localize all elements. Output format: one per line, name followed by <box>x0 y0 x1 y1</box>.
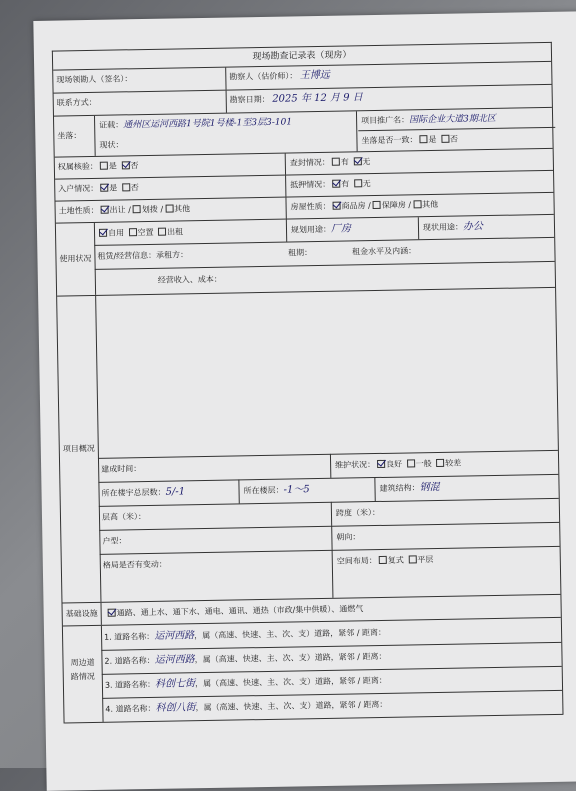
change-label: 格局是否有变动： <box>102 559 167 570</box>
lease-label: 租赁/经营信息： <box>97 250 157 261</box>
total-floors-value: 5/-1 <box>165 486 186 498</box>
seal-label: 查封情况： <box>289 157 330 168</box>
seal-yes-text: 有 <box>340 157 349 167</box>
road-4-tail: ，属（高速、快速、主、次、支）道路，紧邻 / 距离： <box>195 699 388 713</box>
plan-use-cell <box>288 217 419 241</box>
layout-label: 空间布局： <box>336 556 377 566</box>
infra-items: 通路、通上水、通下水、通电、通讯、通热（市政/集中供暖）、通燃气 <box>116 604 364 618</box>
road-2-prefix: 2. 道路名称： <box>104 655 155 666</box>
leader-label: 现场领勘人（签名）： <box>56 74 133 85</box>
consistent-no-text: 否 <box>449 134 459 144</box>
maint-poor-text: 较差 <box>445 458 462 468</box>
rights-cell <box>55 154 258 179</box>
project-name-value: 国际企业大道3期北区 <box>409 113 496 126</box>
plan-use-value: 厂房 <box>330 223 352 235</box>
cur-use-label: 现状用途： <box>422 222 464 233</box>
span-label: 跨度（米）： <box>335 507 381 518</box>
road-3-tail: ，属（高速、快速、主、次、支）道路，紧邻 / 距离： <box>195 675 387 689</box>
orient-label: 朝向： <box>336 532 361 542</box>
house-label: 房屋性质： <box>290 201 331 212</box>
road-3-name: 科创七街 <box>155 678 196 690</box>
consistent-label: 坐落是否一致： <box>361 135 418 146</box>
entry-no-checkbox[interactable] <box>122 183 130 191</box>
self-use-text: 自用 <box>107 228 125 238</box>
consistent-no-checkbox[interactable] <box>441 135 449 143</box>
house-commercial-text: 商品房 <box>341 201 366 211</box>
house-other-text: 其他 <box>422 199 439 210</box>
floor-cell <box>240 477 375 503</box>
road-4-prefix: 4. 道路名称： <box>105 703 156 714</box>
structure-value: 钢混 <box>419 481 440 494</box>
paper-sheet <box>33 11 576 791</box>
occupancy-cell <box>94 220 275 245</box>
survey-form <box>52 42 564 724</box>
unit-label: 户型： <box>102 536 127 546</box>
infra-checkbox[interactable] <box>108 609 116 617</box>
duplex-text: 复式 <box>387 555 404 565</box>
house-affordable-checkbox[interactable] <box>373 201 381 209</box>
house-other-checkbox[interactable] <box>413 200 421 208</box>
total-floors-cell <box>98 479 239 505</box>
house-commercial-checkbox[interactable] <box>333 202 341 210</box>
seal-no-text: 无 <box>362 157 371 167</box>
mortgage-label: 抵押情况： <box>290 179 331 190</box>
entry-yes-checkbox[interactable] <box>100 184 108 192</box>
floor-value: -1～5 <box>283 484 310 496</box>
maint-good-checkbox[interactable] <box>377 460 385 468</box>
structure-label: 建筑结构： <box>379 483 420 493</box>
road-2-name: 运河西路 <box>154 654 195 666</box>
plan-use-label: 规划用途： <box>290 224 332 235</box>
cur-use-cell <box>420 215 557 239</box>
location-label: 坐落： <box>57 131 82 141</box>
date-label: 勘察日期： <box>229 94 270 105</box>
vacant-checkbox[interactable] <box>129 228 137 236</box>
road-section-label: 周边道路情况 <box>70 657 95 682</box>
land-alloc-checkbox[interactable] <box>133 205 141 213</box>
land-grant-text: 出让 <box>109 205 126 215</box>
height-label: 层高（米）： <box>101 512 147 522</box>
land-other-checkbox[interactable] <box>165 205 173 213</box>
road-1-name: 运河西路 <box>154 630 195 642</box>
total-floors-label: 所在楼宇总层数： <box>101 487 166 498</box>
cur-use-value: 办公 <box>462 221 484 233</box>
road-1-tail: ，属（高速、快速、主、次、支）道路，紧邻 / 距离： <box>194 627 387 641</box>
consistent-yes-checkbox[interactable] <box>419 135 427 143</box>
consistent-cell <box>358 128 555 151</box>
overview-label: 项目概况 <box>62 443 95 454</box>
entry-cell <box>55 176 258 201</box>
flat-text: 平层 <box>417 555 434 565</box>
maint-poor-checkbox[interactable] <box>436 459 444 467</box>
overview-notes-area[interactable] <box>95 288 558 459</box>
self-use-checkbox[interactable] <box>99 229 107 237</box>
surveyor-value: 王博远 <box>299 69 330 82</box>
overview-row-layout <box>100 546 561 602</box>
entry-no-text: 否 <box>130 183 139 193</box>
status-label: 现状： <box>99 140 124 150</box>
entry-label: 入户情况： <box>58 183 99 194</box>
road-3-prefix: 3. 道路名称： <box>104 679 156 690</box>
land-label: 土地性质： <box>58 205 99 216</box>
rights-yes-checkbox[interactable] <box>100 162 108 170</box>
seal-no-checkbox[interactable] <box>353 157 361 165</box>
usage-label: 使用状况 <box>59 253 92 264</box>
rights-yes-text: 是 <box>108 161 117 171</box>
maint-good-text: 良好 <box>386 459 403 469</box>
usage-block <box>56 215 555 297</box>
land-other-text: 其他 <box>174 204 191 214</box>
road-4-name: 科创八街 <box>155 702 196 714</box>
term-label: 租期： <box>288 248 313 258</box>
maint-mid-checkbox[interactable] <box>407 459 415 467</box>
form-title: 现场勘查记录表（现房） <box>53 43 551 71</box>
date-value: 2025 年 12 月 9 日 <box>272 92 363 105</box>
maint-mid-text: 一般 <box>415 459 432 469</box>
cert-value: 通州区运河西路1号院1号楼-1至3层3-101 <box>123 117 293 131</box>
overview-block <box>57 288 560 604</box>
infra-label: 基础设施 <box>65 608 98 619</box>
income-label: 经营收入、成本： <box>157 274 222 285</box>
rent-text: 出租 <box>167 227 184 237</box>
vacant-text: 空置 <box>137 227 154 238</box>
rent-level-label: 租金水平及内涵： <box>352 246 417 257</box>
contact-label: 联系方式： <box>56 97 97 108</box>
surveyor-label: 勘察人（估价师）： <box>229 71 298 82</box>
rights-no-checkbox[interactable] <box>121 161 129 169</box>
build-time-label: 建成时间： <box>101 464 142 474</box>
maint-label: 维护状况： <box>335 460 376 470</box>
land-alloc-text: 划拨 <box>141 204 158 215</box>
project-name-label: 项目推广名： <box>361 115 410 126</box>
floor-label: 所在楼层： <box>243 485 284 496</box>
duplex-checkbox[interactable] <box>379 556 387 564</box>
seal-yes-checkbox[interactable] <box>332 158 340 166</box>
rights-label: 权属核验： <box>57 161 98 172</box>
structure-cell <box>376 474 561 501</box>
mortgage-yes-checkbox[interactable] <box>332 180 340 188</box>
land-grant-checkbox[interactable] <box>101 206 109 214</box>
entry-yes-text: 是 <box>109 183 118 193</box>
mortgage-yes-text: 有 <box>341 179 350 189</box>
mortgage-no-text: 无 <box>362 179 371 189</box>
road-1-prefix: 1. 道路名称： <box>104 631 155 642</box>
road-2-tail: ，属（高速、快速、主、次、支）道路，紧邻 / 距离： <box>194 651 387 665</box>
rent-checkbox[interactable] <box>158 228 166 236</box>
house-affordable-text: 保障房 <box>381 200 406 210</box>
rights-no-text: 否 <box>130 161 139 171</box>
lessee-label: 承租方： <box>156 250 189 260</box>
land-cell: 土地性质： 出让 / 划拨 / 其他 <box>58 204 191 216</box>
consistent-yes-text: 是 <box>428 134 437 145</box>
layout-cell <box>334 546 564 598</box>
mortgage-no-checkbox[interactable] <box>354 179 362 187</box>
cert-label: 证载： <box>99 120 124 130</box>
roads-block <box>63 618 563 724</box>
flat-checkbox[interactable] <box>408 555 416 563</box>
house-cell: 房屋性质： 商品房 / 保障房 / 其他 <box>290 199 439 212</box>
